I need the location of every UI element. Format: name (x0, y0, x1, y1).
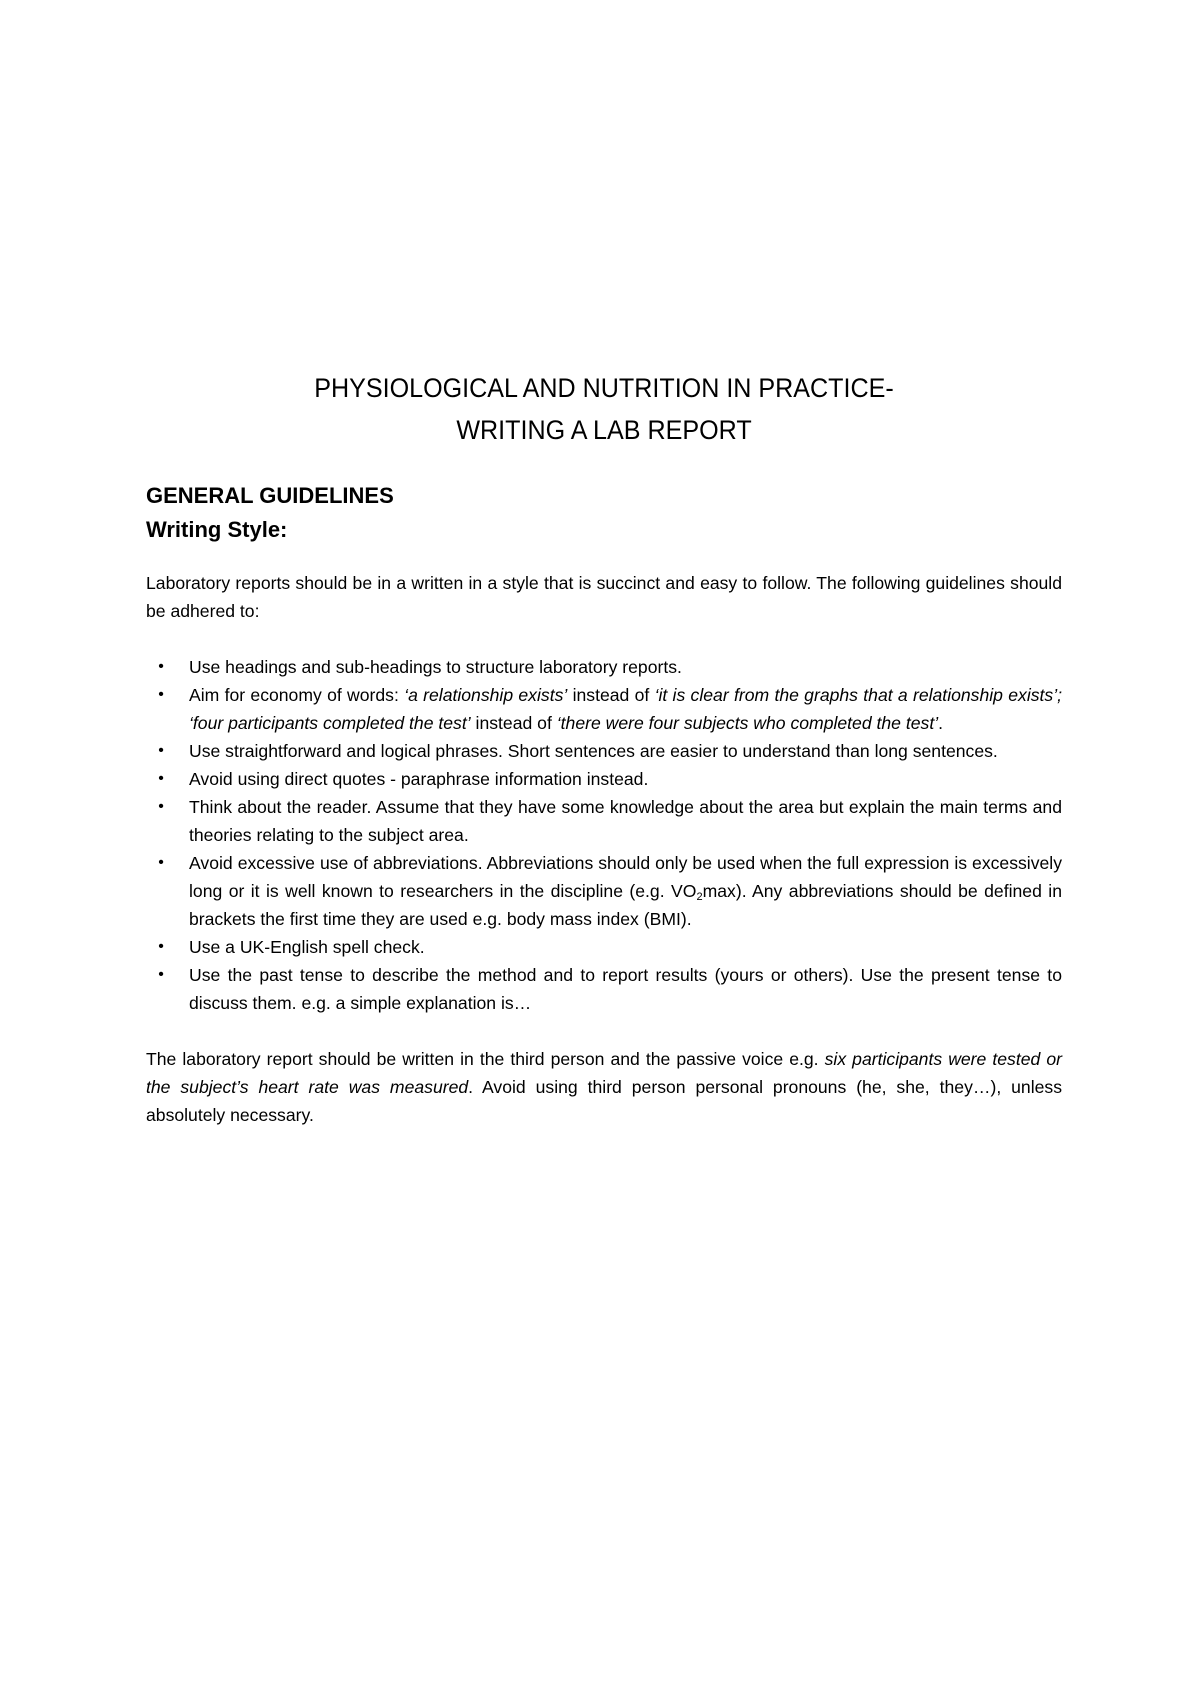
guidelines-list (146, 653, 1062, 1017)
list-item (146, 653, 1062, 681)
list-item (146, 849, 1062, 933)
list-item-text: Think about the reader. Assume that they have some knowledge about the area but explain the main terms and theories relating to the subject area. (189, 797, 1062, 845)
list-item (146, 933, 1062, 961)
list-item-text: Avoid excessive use of abbreviations. Abbreviations should only be used when the full expression is excessively long or it is well known to researchers in the discipline (e.g. VO (189, 853, 1062, 901)
list-item-text: . (938, 713, 944, 733)
document-title-line-2: WRITING A LAB REPORT (456, 415, 752, 445)
list-item-text: instead of (567, 685, 655, 705)
list-item-text: instead of (470, 713, 557, 733)
list-item (146, 681, 1062, 737)
list-item-text: Use straightforward and logical phrases. Short sentences are easier to understand than long sentences. (189, 741, 998, 761)
list-item-text: Use the past tense to describe the method and to report results (yours or others). Use the present tense to discuss them. e.g. a simple explanation is… (189, 965, 1062, 1013)
list-item (146, 961, 1062, 1017)
document-title-line-1: PHYSIOLOGICAL AND NUTRITION IN PRACTICE- (314, 373, 894, 403)
title-block (146, 367, 1062, 451)
example-phrase: ‘it is clear from the graphs that a relationship exists’; ‘four participants completed the test’ (189, 685, 1063, 733)
document-page (146, 367, 1062, 1129)
list-item-text: Aim for economy of words: (189, 685, 405, 705)
intro-paragraph: Laboratory reports should be in a written in a style that is succinct and easy to follow. The following guidelines should be adhered to: (146, 573, 1062, 621)
closing-paragraph (146, 1045, 1062, 1129)
bullet-icon: • (158, 938, 164, 955)
list-item-text: Use headings and sub-headings to structure laboratory reports. (189, 657, 682, 677)
list-item (146, 765, 1062, 793)
subscript: 2 (696, 891, 703, 903)
bullet-icon: • (158, 966, 164, 983)
list-item-text: max). Any abbreviations should be defined in brackets the first time they are used e.g. body mass index (BMI). (189, 881, 1062, 929)
bullet-icon: • (158, 854, 164, 871)
example-phrase: six participants were tested or the subject’s heart rate was measured (146, 1049, 1063, 1097)
list-item (146, 793, 1062, 849)
example-phrase: ‘a relationship exists’ (404, 685, 568, 705)
closing-text: The laboratory report should be written in the third person and the passive voice e.g. (146, 1049, 825, 1069)
example-phrase: ‘there were four subjects who completed the test’ (556, 713, 939, 733)
list-item (146, 737, 1062, 765)
section-heading: GENERAL GUIDELINES (146, 483, 394, 508)
list-item-text: Avoid using direct quotes - paraphrase information instead. (189, 769, 649, 789)
bullet-icon: • (158, 658, 164, 675)
bullet-icon: • (158, 742, 164, 759)
section-subheading: Writing Style: (146, 517, 288, 542)
bullet-icon: • (158, 770, 164, 787)
bullet-icon: • (158, 686, 164, 703)
bullet-icon: • (158, 798, 164, 815)
closing-text: . Avoid using third person personal pronouns (he, she, they…), unless absolutely necessary. (146, 1077, 1062, 1125)
list-item-text: Use a UK-English spell check. (189, 937, 425, 957)
